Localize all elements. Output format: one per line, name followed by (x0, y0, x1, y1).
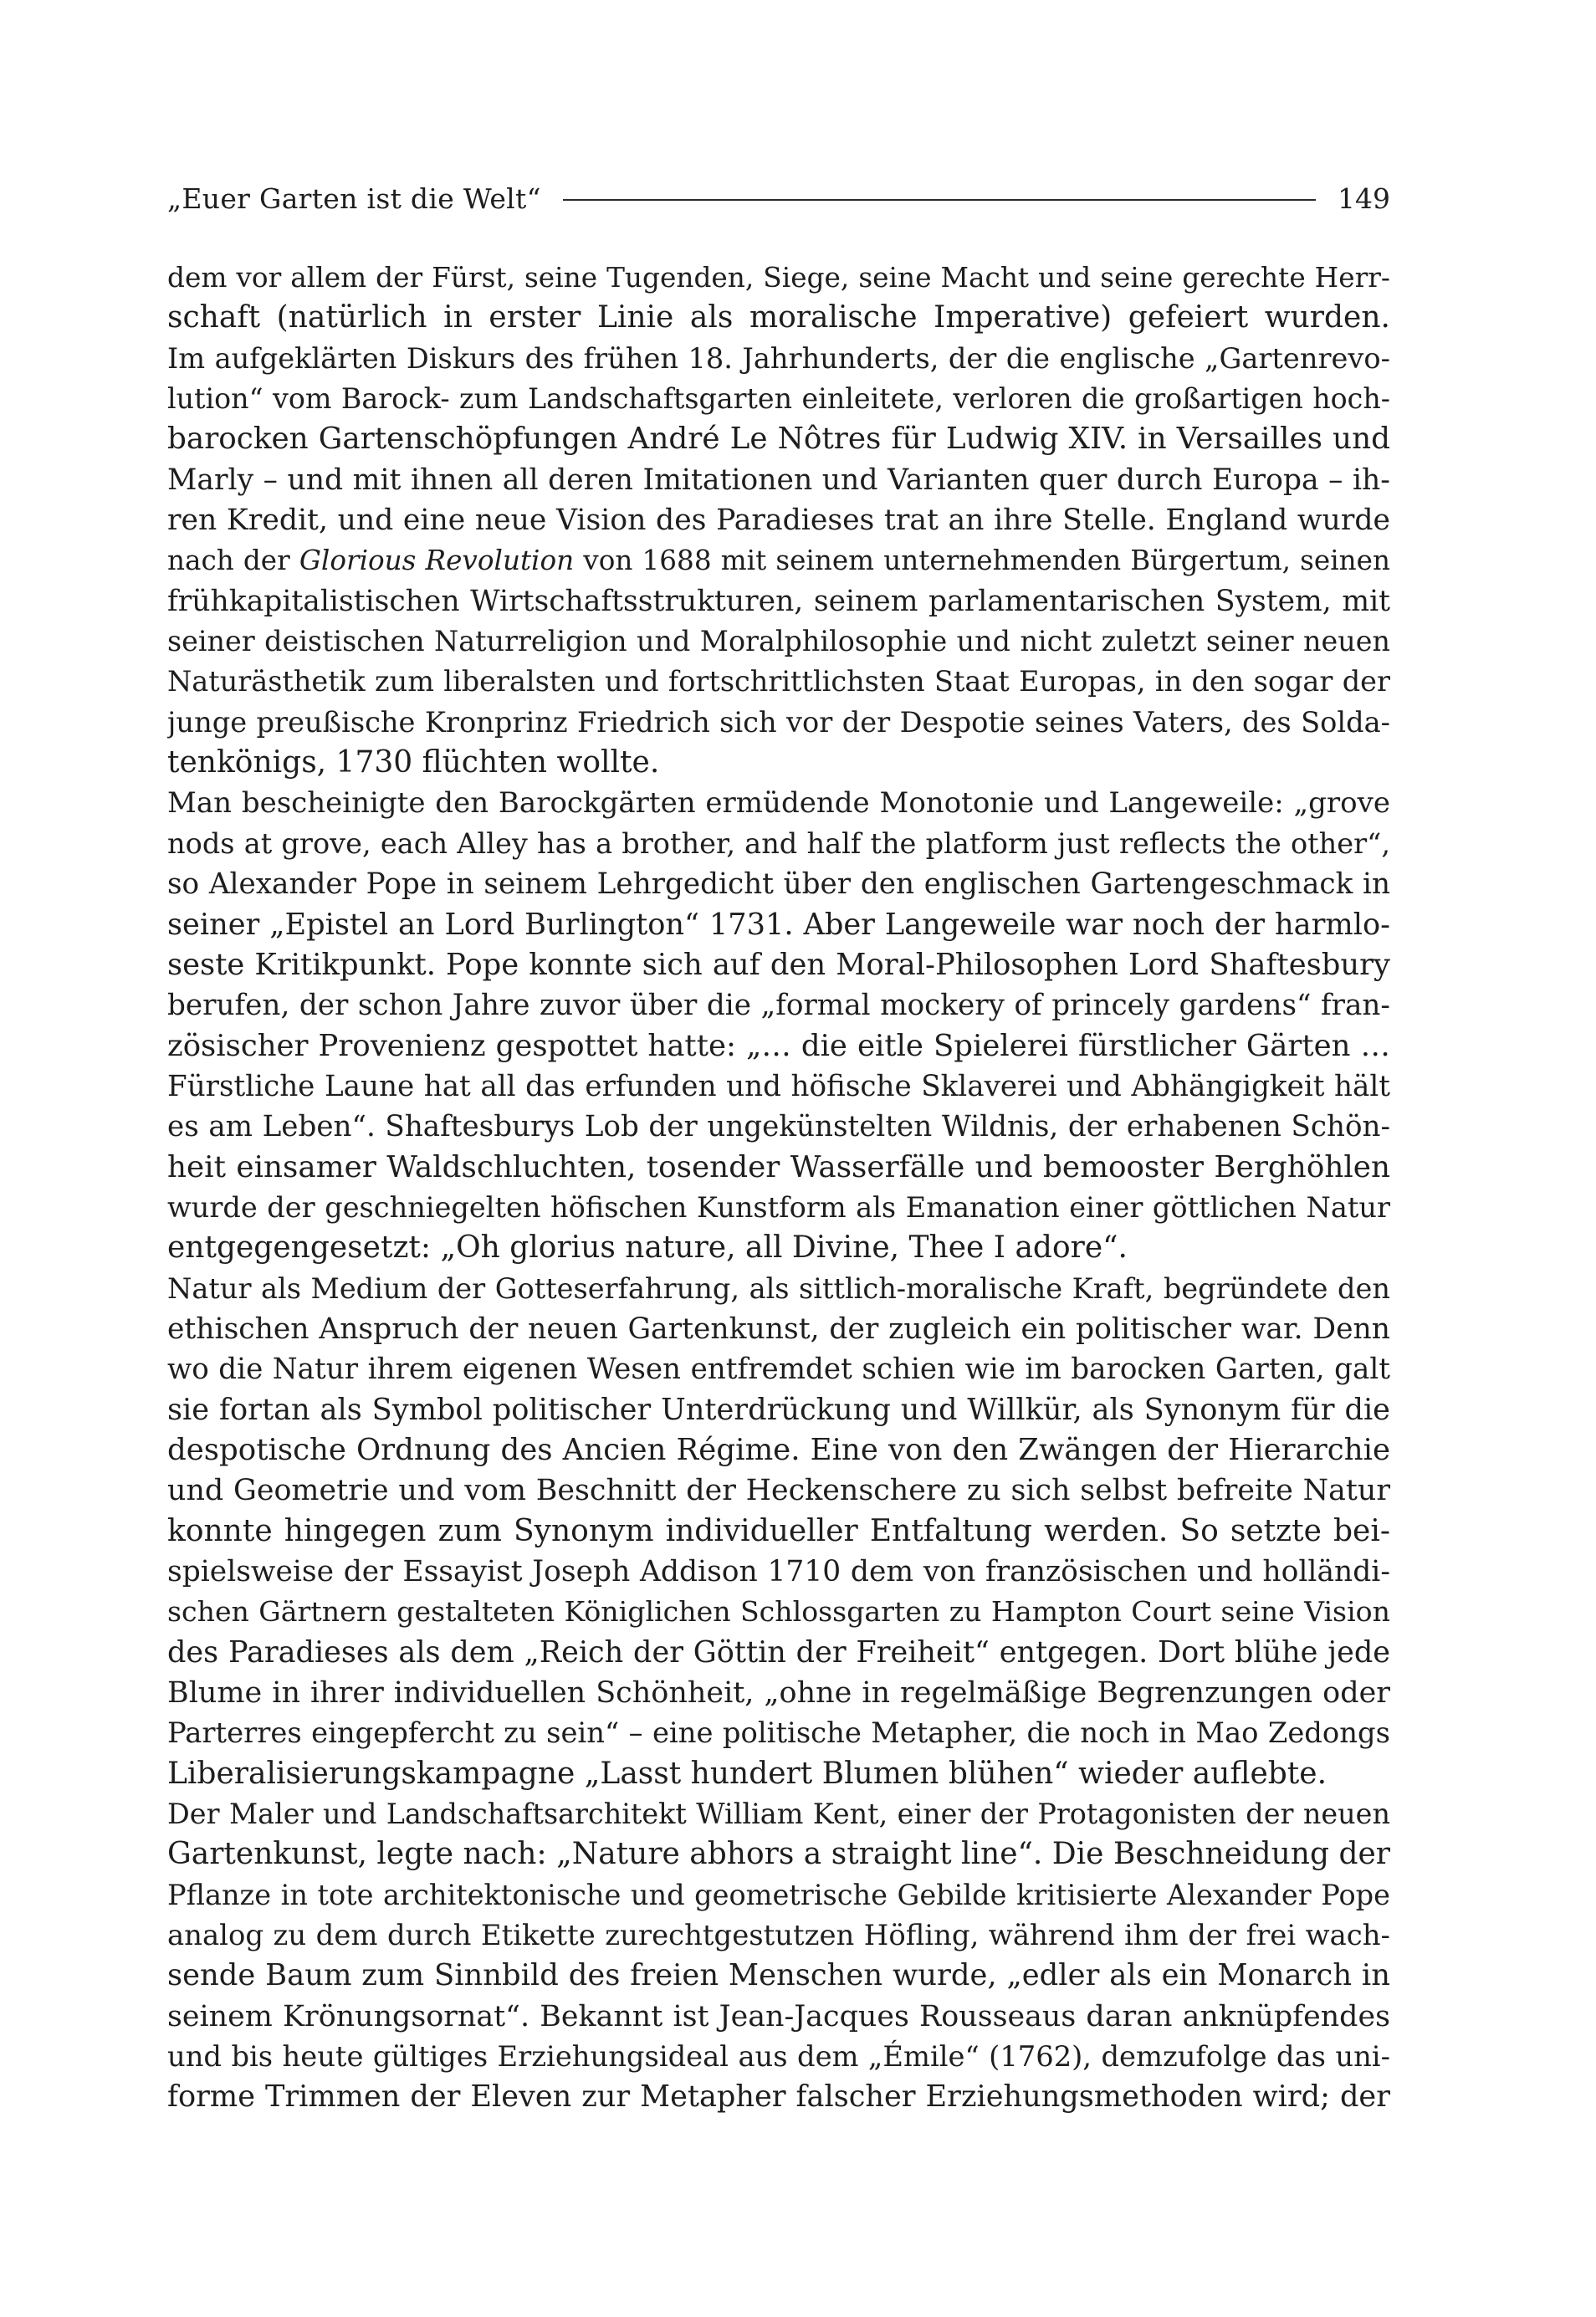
text-line (167, 339, 1390, 379)
text-segment: zösischer Provenienz gespottet hatte: „… die eitle Spielerei fürstlicher Gärten … (167, 1028, 1390, 1063)
text-segment: nach der (167, 545, 299, 577)
text-segment: heit einsamer Waldschluchten, tosender Wasserfälle und bemooster Berghöhlen (167, 1149, 1390, 1184)
text-line (167, 1511, 1390, 1552)
text-line (167, 1269, 1390, 1309)
text-segment: Man bescheinigte den Barockgärten ermüdende Monotonie und Langeweile: „grove (167, 786, 1390, 821)
text-segment: wo die Natur ihrem eigenen Wesen entfremdet schien wie im barocken Garten, galt (167, 1353, 1390, 1387)
text-segment: es am Leben“. Shaftesburys Lob der ungekünstelten Wildnis, der erhabenen Schön- (167, 1110, 1390, 1144)
text-segment: Gartenkunst, legte nach: „Nature abhors a straight line“. Die Beschneidung der (167, 1837, 1390, 1872)
text-line (167, 419, 1390, 459)
page-number: 149 (1338, 182, 1390, 215)
text-segment: entgegengesetzt: „Oh glorius nature, all Divine, Thee I adore“. (167, 1230, 1128, 1266)
text-line (167, 1673, 1390, 1713)
text-line (167, 1754, 1390, 1794)
text-line (167, 1592, 1390, 1632)
text-segment: Im aufgeklärten Diskurs des frühen 18. Jahrhunderts, der die englische „Gartenrevo- (167, 341, 1390, 375)
text-segment: lution“ vom Barock- zum Landschaftsgarten einleitete, verloren die großartigen hoch- (167, 382, 1390, 416)
running-title: „Euer Garten ist die Welt“ (167, 182, 541, 215)
text-line (167, 662, 1390, 702)
text-line (167, 743, 1390, 783)
text-segment: schaft (natürlich in erster Linie als moralische Imperative) gefeiert wurden. (167, 300, 1390, 335)
text-segment: seste Kritikpunkt. Pope konnte sich auf den Moral-Philosophen Lord Shaftesbury (167, 947, 1390, 982)
text-segment: Fürstliche Laune hat all das erfunden und höfische Sklaverei und Abhängigkeit hält (167, 1069, 1390, 1103)
text-line (167, 1471, 1390, 1511)
text-segment: Parterres eingepfercht zu sein“ – eine politische Metapher, die noch in Mao Zedongs (167, 1716, 1390, 1750)
text-line (167, 1713, 1390, 1753)
text-line (167, 1026, 1390, 1066)
text-line (167, 258, 1390, 298)
text-line (167, 1309, 1390, 1349)
text-segment: Der Maler und Landschaftsarchitekt William Kent, einer der Protagonisten der neuen (167, 1798, 1390, 1831)
text-line (167, 1066, 1390, 1107)
text-line (167, 1915, 1390, 1956)
text-segment: barocken Gartenschöpfungen André Le Nôtres für Ludwig XIV. in Versailles und (167, 422, 1390, 457)
text-segment: Liberalisierungskampagne „Lasst hundert Blumen blühen“ wieder auflebte. (167, 1756, 1327, 1791)
text-line (167, 1956, 1390, 1996)
text-line (167, 1228, 1390, 1268)
text-segment: spielsweise der Essayist Joseph Addison 1710 dem von französischen und holländi- (167, 1555, 1390, 1588)
text-segment: wurde der geschniegelten höfischen Kunstform als Emanation einer göttlichen Natur (167, 1190, 1390, 1224)
running-header (167, 177, 1390, 219)
text-segment: so Alexander Pope in seinem Lehrgedicht über den englischen Gartengeschmack in (167, 867, 1390, 902)
text-segment: tenkönigs, 1730 flüchten wollte. (167, 745, 660, 780)
text-line (167, 1875, 1390, 1915)
text-segment: schen Gärtnern gestalteten Königlichen Schlossgarten zu Hampton Court seine Vision (167, 1595, 1390, 1629)
text-line (167, 945, 1390, 985)
text-line (167, 1390, 1390, 1430)
text-line (167, 500, 1390, 540)
header-rule (563, 199, 1316, 201)
italic-text: Glorious Revolution (299, 545, 575, 577)
paragraph (167, 783, 1390, 1268)
text-segment: frühkapitalistischen Wirtschaftsstrukturen, seinem parlamentarischen System, mit (167, 584, 1390, 618)
text-line (167, 1188, 1390, 1228)
text-line (167, 1834, 1390, 1875)
paragraph (167, 1794, 1390, 2118)
text-line (167, 2077, 1390, 2117)
text-segment: und Geometrie und vom Beschnitt der Heckenschere zu sich selbst befreite Natur (167, 1474, 1390, 1508)
text-line (167, 985, 1390, 1026)
text-line (167, 540, 1390, 581)
text-line (167, 621, 1390, 662)
text-segment: Naturästhetik zum liberalsten und fortschrittlichsten Staat Europas, in den sogar der (167, 665, 1390, 698)
text-line (167, 783, 1390, 823)
text-segment: seinem Krönungsornat“. Bekannt ist Jean-Jacques Rousseaus daran anknüpfendes (167, 1999, 1390, 2033)
text-segment: berufen, der schon Jahre zuvor über die „formal mockery of princely gardens“ fran- (167, 989, 1390, 1023)
text-line (167, 379, 1390, 419)
paragraph (167, 1269, 1390, 1794)
text-line (167, 1430, 1390, 1471)
text-line (167, 824, 1390, 864)
text-segment: analog zu dem durch Etikette zurechtgestutzen Höfling, während ihm der frei wach- (167, 1919, 1390, 1952)
text-line (167, 460, 1390, 500)
text-segment: von 1688 mit seinem unternehmenden Bürgertum, seinen (574, 545, 1390, 577)
text-segment: sende Baum zum Sinnbild des freien Menschen wurde, „edler als ein Monarch in (167, 1958, 1390, 1993)
text-line (167, 1633, 1390, 1673)
text-segment: junge preußische Kronprinz Friedrich sich vor der Despotie seines Vaters, des Solda- (167, 705, 1390, 739)
text-segment: Blume in ihrer individuellen Schönheit, „ohne in regelmäßige Begrenzungen oder (167, 1676, 1390, 1711)
text-segment: nods at grove, each Alley has a brother, and half the platform just reflects the other“, (167, 826, 1390, 860)
text-segment: seiner deistischen Naturreligion und Moralphilosophie und nicht zuletzt seiner neuen (167, 625, 1390, 658)
text-line (167, 1148, 1390, 1188)
text-segment: Pflanze in tote architektonische und geometrische Gebilde kritisierte Alexander Pope (167, 1878, 1390, 1911)
text-segment: ethischen Anspruch der neuen Gartenkunst, der zugleich ein politischer war. Denn (167, 1312, 1390, 1346)
text-segment: und bis heute gültiges Erziehungsideal aus dem „Émile“ (1762), demzufolge das uni- (167, 2040, 1390, 2074)
text-segment: dem vor allem der Fürst, seine Tugenden, Siege, seine Macht und seine gerechte Herr- (167, 262, 1390, 294)
text-segment: seiner „Epistel an Lord Burlington“ 1731. Aber Langeweile war noch der harmlo- (167, 907, 1390, 942)
text-line (167, 2037, 1390, 2077)
text-line (167, 581, 1390, 621)
text-segment: des Paradieses als dem „Reich der Göttin der Freiheit“ entgegen. Dort blühe jede (167, 1634, 1390, 1670)
text-segment: Marly – und mit ihnen all deren Imitationen und Varianten quer durch Europa – ih- (167, 463, 1390, 497)
paragraph (167, 258, 1390, 783)
text-segment: ren Kredit, und eine neue Vision des Paradieses trat an ihre Stelle. England wurde (167, 504, 1390, 538)
text-line (167, 905, 1390, 945)
text-line (167, 1552, 1390, 1592)
text-line (167, 1794, 1390, 1834)
text-line (167, 1349, 1390, 1389)
text-segment: despotische Ordnung des Ancien Régime. Eine von den Zwängen der Hierarchie (167, 1432, 1390, 1467)
text-line (167, 298, 1390, 338)
text-segment: Natur als Medium der Gotteserfahrung, als sittlich-moralische Kraft, begründete den (167, 1271, 1390, 1305)
text-line (167, 1997, 1390, 2037)
text-segment: konnte hingegen zum Synonym individueller Entfaltung werden. So setzte bei- (167, 1513, 1390, 1548)
text-segment: forme Trimmen der Eleven zur Metapher falscher Erziehungsmethoden wird; der (167, 2079, 1390, 2115)
text-line (167, 703, 1390, 743)
text-line (167, 864, 1390, 904)
text-segment: sie fortan als Symbol politischer Unterdrückung und Willkür, als Synonym für die (167, 1392, 1390, 1427)
body-text (167, 258, 1390, 2118)
text-line (167, 1107, 1390, 1147)
